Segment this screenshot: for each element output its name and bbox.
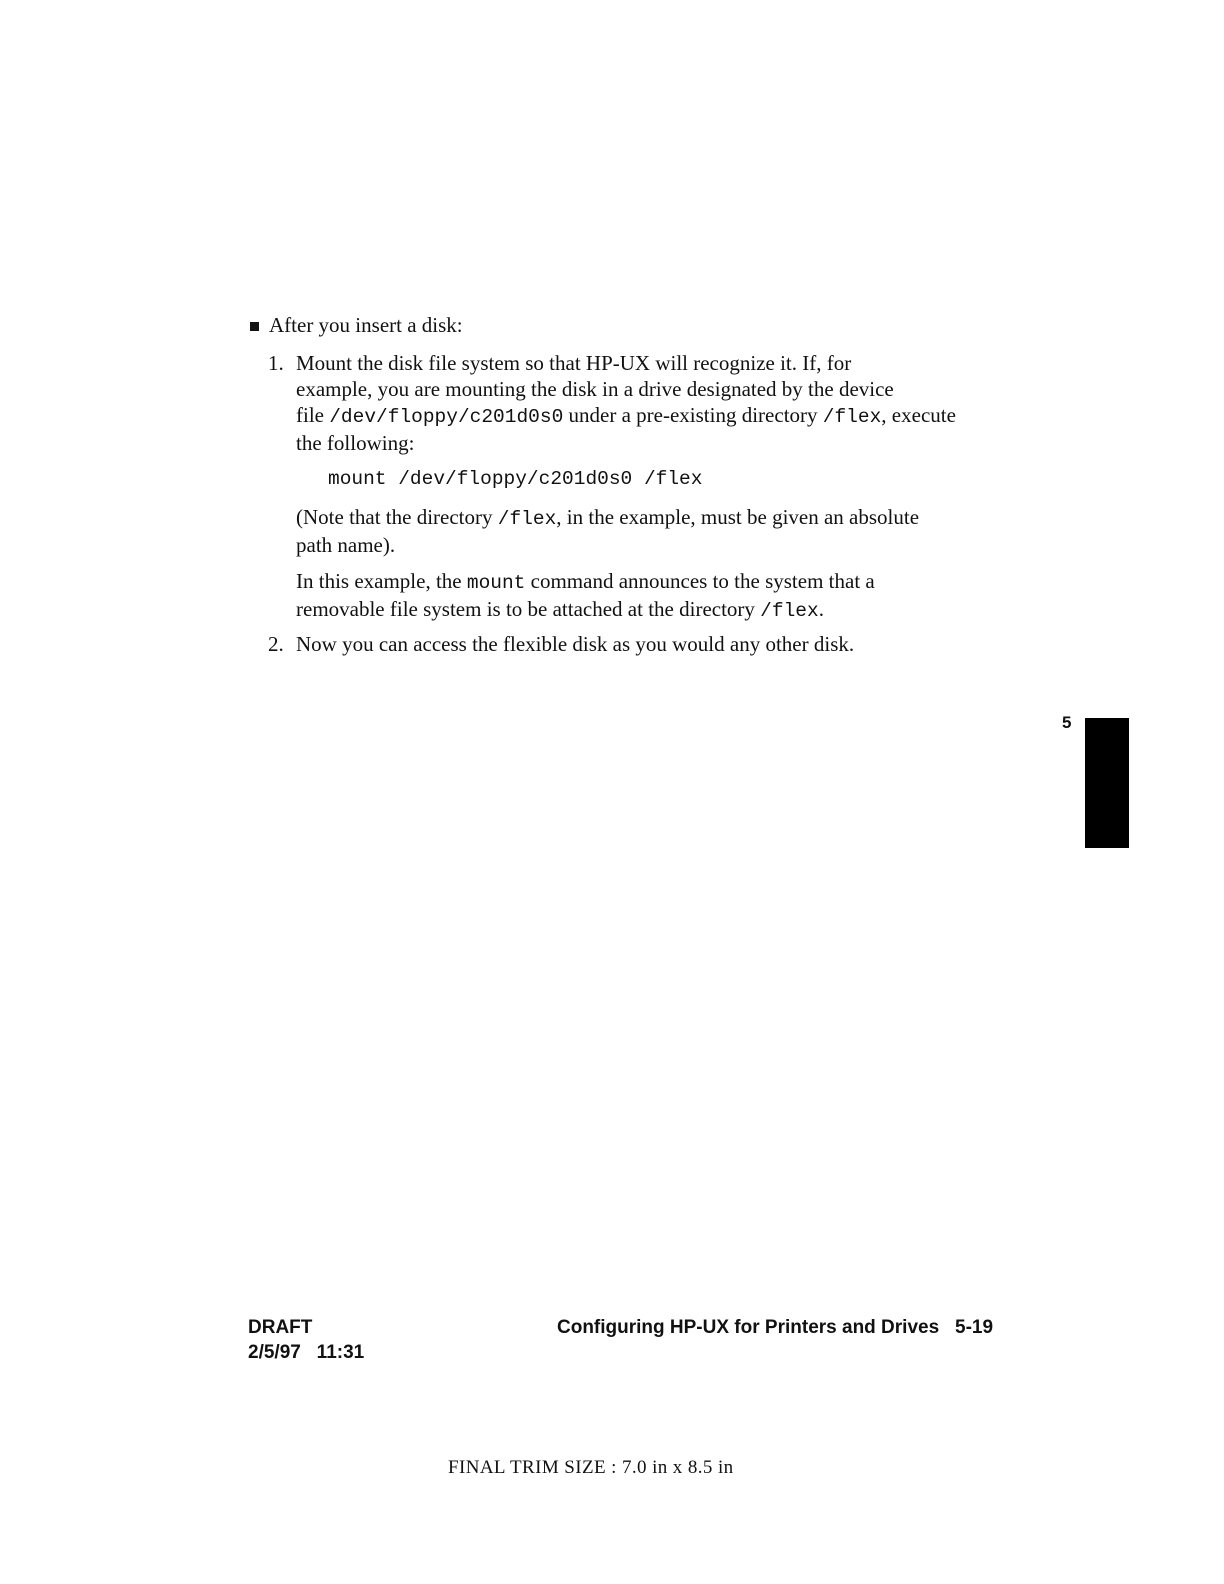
chapter-title: Configuring HP-UX for Printers and Drives <box>557 1317 940 1338</box>
directory-path: /flex <box>497 508 557 530</box>
text-fragment: , execute <box>881 403 956 427</box>
running-footer <box>557 1316 993 1340</box>
note-line-1 <box>296 504 1016 532</box>
step-number-1: 1. <box>268 351 284 375</box>
device-file-path: /dev/floppy/c201d0s0 <box>329 406 564 428</box>
step-1-line-4: the following: <box>296 431 415 455</box>
explanation-paragraph <box>296 568 1016 624</box>
step-1-line-2: example, you are mounting the disk in a drive designated by the device <box>296 377 894 401</box>
footer-draft-label: DRAFT <box>248 1317 313 1338</box>
explanation-line-1 <box>296 568 1016 596</box>
footer-time: 11:31 <box>316 1342 365 1363</box>
step-number-2: 2. <box>268 632 284 656</box>
text-fragment: In this example, the <box>296 569 467 593</box>
text-fragment: , in the example, must be given an absolute <box>556 505 920 529</box>
text-fragment: removable file system is to be attached at the directory <box>296 597 761 621</box>
trim-size-note: FINAL TRIM SIZE : 7.0 in x 8.5 in <box>448 1457 734 1478</box>
step-1-line-1: Mount the disk file system so that HP-UX will recognize it. If, for <box>296 351 852 375</box>
note-line-2: path name). <box>296 533 396 557</box>
directory-path: /flex <box>822 406 882 428</box>
explanation-line-2 <box>296 596 1016 624</box>
step-1-paragraph <box>296 350 1016 456</box>
step-2-paragraph <box>296 631 1016 657</box>
footer-timestamp <box>248 1341 364 1365</box>
text-fragment: command announces to the system that a <box>525 569 875 593</box>
text-fragment: file <box>296 403 330 427</box>
bullet-text: After you insert a disk: <box>269 313 463 337</box>
chapter-tab-number: 5 <box>1062 713 1072 732</box>
command-name: mount <box>466 572 526 594</box>
text-fragment: under a pre-existing directory <box>563 403 823 427</box>
text-fragment: . <box>818 597 824 621</box>
note-paragraph <box>296 504 1016 558</box>
chapter-thumb-tab <box>1085 718 1129 848</box>
bullet-square-icon <box>250 322 259 331</box>
mount-command-example: mount /dev/floppy/c201d0s0 /flex <box>328 468 703 490</box>
text-fragment: (Note that the directory <box>296 505 498 529</box>
page-number: 5-19 <box>955 1317 994 1338</box>
step-2-line-1: Now you can access the flexible disk as you would any other disk. <box>296 632 855 656</box>
directory-path: /flex <box>760 600 819 622</box>
footer-date: 2/5/97 <box>248 1342 301 1363</box>
step-1-line-3 <box>296 402 1016 430</box>
